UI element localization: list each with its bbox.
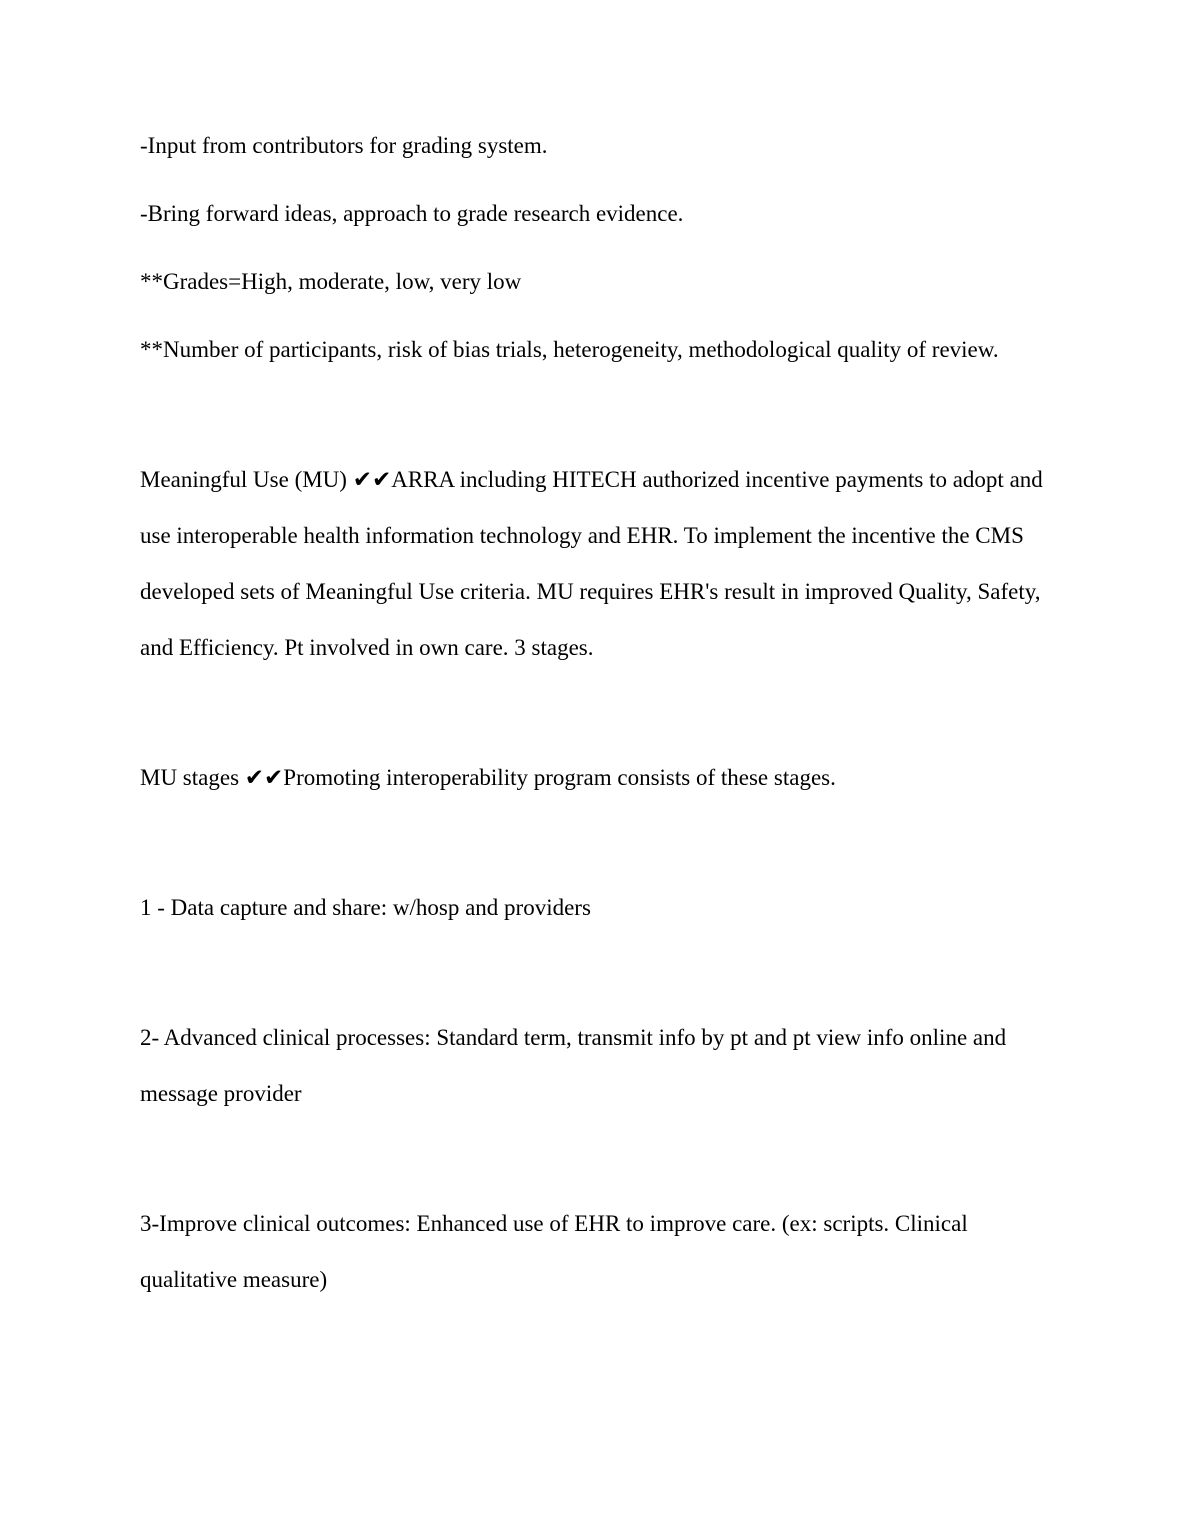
- paragraph-stage-3: 3-Improve clinical outcomes: Enhanced use of EHR to improve care. (ex: scripts. Clinical qualitative measure): [140, 1211, 968, 1292]
- paragraph-stage-2: 2- Advanced clinical processes: Standard term, transmit info by pt and pt view info online and message provider: [140, 1025, 1007, 1106]
- paragraph-number-of-participants: **Number of participants, risk of bias trials, heterogeneity, methodological quality of review.: [140, 337, 999, 362]
- paragraph-mu-stages: MU stages ✔✔Promoting interoperability program consists of these stages.: [140, 765, 836, 790]
- paragraph-bring-forward-ideas: -Bring forward ideas, approach to grade research evidence.: [140, 201, 684, 226]
- paragraph-stage-1: 1 - Data capture and share: w/hosp and providers: [140, 895, 591, 920]
- paragraph-grades: **Grades=High, moderate, low, very low: [140, 269, 522, 294]
- paragraph-meaningful-use: Meaningful Use (MU) ✔✔ARRA including HITECH authorized incentive payments to adopt and use interoperable health information technology and EHR. To implement the incentive the CMS developed sets of Meaningful Use criteria. MU requires EHR's result in improved Quality, Safety, and Efficiency. Pt involved in own care. 3 stages.: [140, 467, 1043, 660]
- paragraph-input-contributors: -Input from contributors for grading system.: [140, 133, 548, 158]
